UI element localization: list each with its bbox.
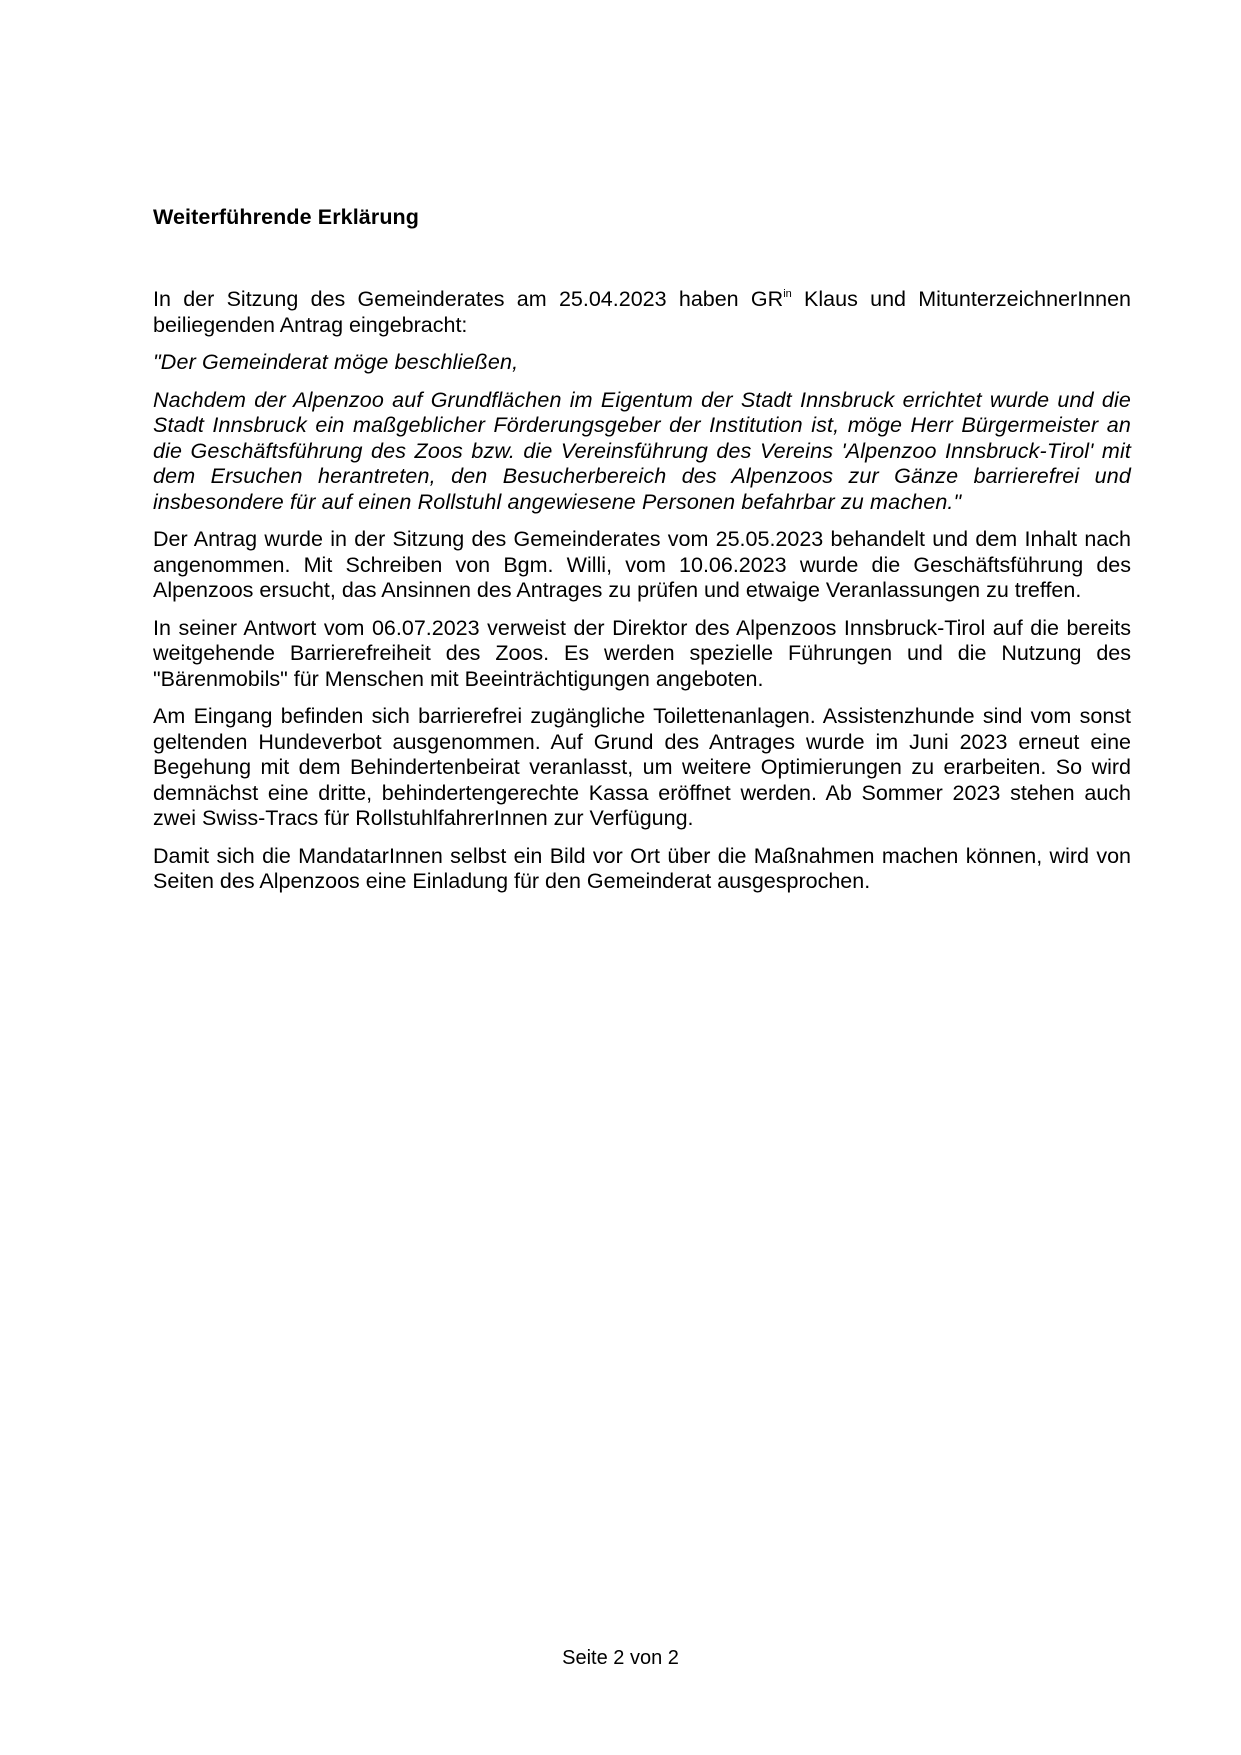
intro-text-end: Klaus und MitunterzeichnerInnen beiliegenden Antrag eingebracht: <box>153 287 1131 337</box>
intro-superscript: in <box>783 288 792 300</box>
document-title: Weiterführende Erklärung <box>153 205 420 229</box>
paragraph-eingang-massnahmen: Am Eingang befinden sich barrierefrei zugängliche Toilettenanlagen. Assistenzhunde sind vom sonst geltenden Hundeverbot ausgenommen. Auf Grund des Antrages wurde im Juni 2023 erneut eine Begehung mit dem Behindertenbeirat veranlasst, um weitere Optimierungen zu erarbeiten. So wird demnächst eine dritte, behindertengerechte Kassa eröffnet werden. Ab Sommer 2023 stehen auch zwei Swiss-Tracs für RollstuhlfahrerInnen zur Verfügung. <box>153 704 1131 830</box>
paragraph-antrag-behandelt: Der Antrag wurde in der Sitzung des Gemeinderates vom 25.05.2023 behandelt und dem Inhalt nach angenommen. Mit Schreiben von Bgm. Willi, vom 10.06.2023 wurde die Geschäftsführung des Alpenzoos ersucht, das Ansinnen des Antrages zu prüfen und etwaige Veranlassungen zu treffen. <box>153 527 1131 602</box>
paragraph-einladung: Damit sich die MandatarInnen selbst ein Bild vor Ort über die Maßnahmen machen können, wird von Seiten des Alpenzoos eine Einladung für den Gemeinderat ausgesprochen. <box>153 843 1131 893</box>
intro-paragraph <box>153 287 1131 338</box>
quote-body: Nachdem der Alpenzoo auf Grundflächen im Eigentum der Stadt Innsbruck errichtet wurde und die Stadt Innsbruck ein maßgeblicher Förderungsgeber der Institution ist, möge Herr Bürgermeister an die Geschäftsführung des Zoos bzw. die Vereinsführung des Vereins 'Alpenzoo Innsbruck-Tirol' mit dem Ersuchen herantreten, den Besucherbereich des Alpenzoos zur Gänze barrierefrei und insbesondere für auf einen Rollstuhl angewiesene Personen befahrbar zu machen." <box>153 387 1131 514</box>
page-number-footer: Seite 2 von 2 <box>562 1647 679 1669</box>
paragraph-antwort-direktor: In seiner Antwort vom 06.07.2023 verweist der Direktor des Alpenzoos Innsbruck-Tirol auf die bereits weitgehende Barrierefreiheit des Zoos. Es werden spezielle Führungen und die Nutzung des "Bärenmobils" für Menschen mit Beeinträchtigungen angeboten. <box>153 615 1131 691</box>
intro-text-start: In der Sitzung des Gemeinderates am 25.04.2023 haben GR <box>153 287 784 311</box>
quote-opening: "Der Gemeinderat möge beschließen, <box>153 350 519 374</box>
document-body <box>153 202 1131 895</box>
